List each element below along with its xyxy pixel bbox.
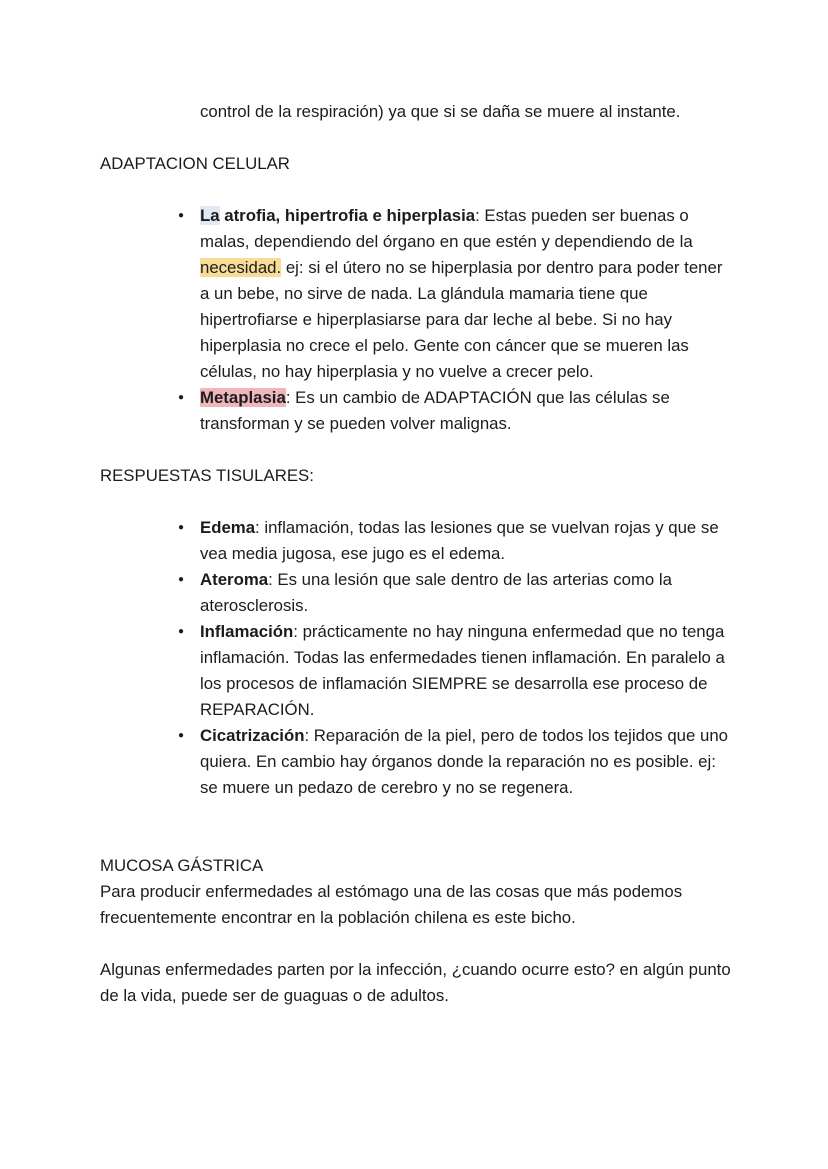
text-run: : Estas pueden ser buenas o malas, dependiendo del órgano en que estén y dependiendo de la	[200, 206, 698, 251]
list-item-text	[200, 515, 733, 567]
list-item	[174, 723, 733, 801]
list-item	[174, 619, 733, 723]
blank-line	[100, 489, 733, 515]
bullet-icon: ●	[178, 210, 185, 221]
text-run: Inflamación	[200, 622, 294, 641]
text-run: RESPUESTAS TISULARES:	[100, 466, 314, 485]
bullet-icon: ●	[178, 392, 185, 403]
bullet-icon: ●	[178, 730, 185, 741]
text-run: Edema	[200, 518, 256, 537]
text-run: ADAPTACION CELULAR	[100, 154, 290, 173]
blank-line	[100, 177, 733, 203]
blank-line	[100, 931, 733, 957]
text-run: ej: si el útero no se hiperplasia por dentro para poder tener a un bebe, no sirve de nada. La glándula mamaria tiene que hipertrofiarse e hiperplasiarse para dar leche al bebe. Si no hay hiperplasia no crece el pelo. Gente con cáncer que se mueren las células, no hay hiperplasia y no vuelve a crecer pelo.	[200, 258, 728, 381]
section-heading	[100, 853, 733, 879]
text-run: Para producir enfermedades al estómago una de las cosas que más podemos frecuentemente encontrar en la población chilena es este bicho.	[100, 882, 687, 927]
paragraph	[100, 957, 736, 1009]
bullet-icon: ●	[178, 626, 185, 637]
list-item-text	[200, 385, 733, 437]
text-run: : Reparación de la piel, pero de todos los tejidos que uno quiera. En cambio hay órganos donde la reparación no es posible. ej: se muere un pedazo de cerebro y no se regenera.	[200, 726, 733, 797]
bullet-icon: ●	[178, 574, 185, 585]
highlighted-text-run: necesidad.	[200, 258, 282, 277]
list-item-text	[200, 567, 733, 619]
text-run: control de la respiración) ya que si se daña se muere al instante.	[200, 102, 681, 121]
bullet-list	[100, 515, 733, 801]
text-run: Algunas enfermedades parten por la infección, ¿cuando ocurre esto? en algún punto de la vida, puede ser de guaguas o de adultos.	[100, 960, 736, 1005]
blank-line	[100, 801, 733, 827]
text-run: atrofia, hipertrofia e hiperplasia	[219, 206, 476, 225]
list-item	[174, 203, 733, 385]
text-run: MUCOSA GÁSTRICA	[100, 856, 264, 875]
text-run: : prácticamente no hay ninguna enfermedad que no tenga inflamación. Todas las enfermedades tienen inflamación. En paralelo a los procesos de inflamación SIEMPRE se desarrolla ese proceso de REPARACIÓN.	[200, 622, 730, 719]
list-item-text	[200, 723, 733, 801]
list-item-text	[200, 619, 733, 723]
blank-line	[100, 125, 733, 151]
section-heading	[100, 463, 733, 489]
highlighted-text-run: La	[200, 206, 220, 225]
list-item	[174, 515, 733, 567]
text-run: Cicatrización	[200, 726, 305, 745]
paragraph	[100, 879, 733, 931]
highlighted-text-run: Metaplasia	[200, 388, 286, 407]
text-run: : Es una lesión que sale dentro de las arterias como la aterosclerosis.	[200, 570, 677, 615]
text-run: : inflamación, todas las lesiones que se vuelvan rojas y que se vea media jugosa, ese jugo es el edema.	[200, 518, 724, 563]
text-run: Ateroma	[200, 570, 269, 589]
bullet-icon: ●	[178, 522, 185, 533]
paragraph	[200, 99, 733, 125]
section-heading	[100, 151, 733, 177]
bullet-list	[100, 203, 733, 437]
text-run: : Es un cambio de ADAPTACIÓN que las células se transforman y se pueden volver malignas.	[200, 388, 675, 433]
list-item	[174, 385, 733, 437]
list-item	[174, 567, 733, 619]
blank-line	[100, 827, 733, 853]
list-item-text	[200, 203, 733, 385]
blank-line	[100, 437, 733, 463]
